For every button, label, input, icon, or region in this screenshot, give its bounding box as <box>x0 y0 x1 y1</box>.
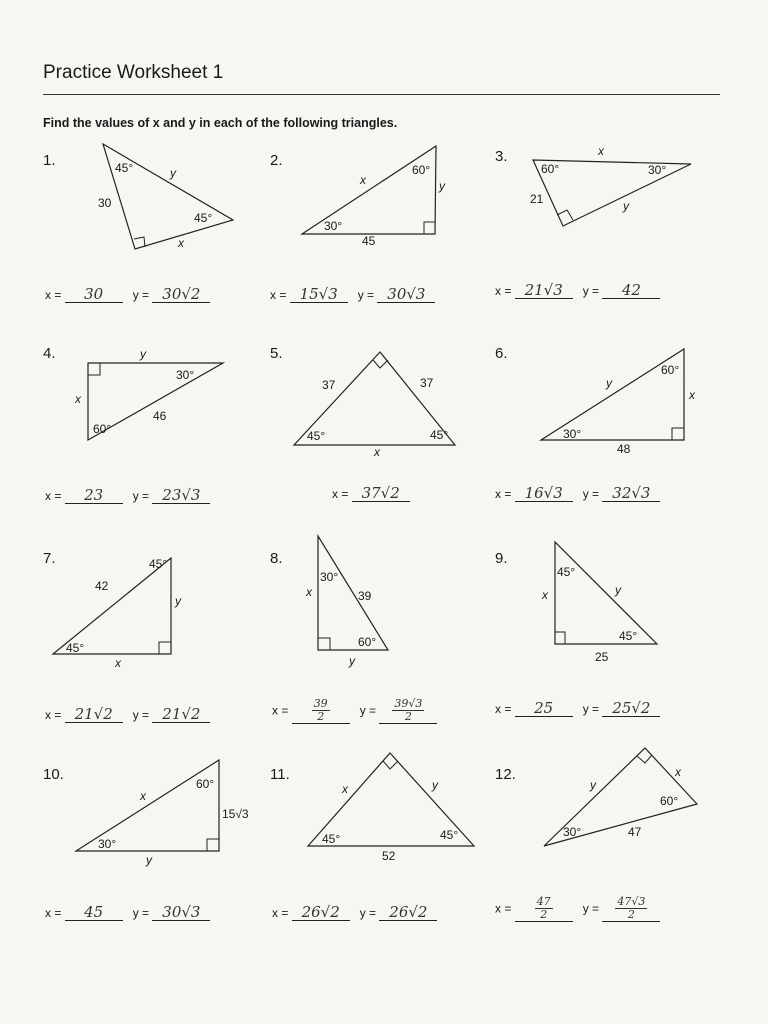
label-side: x <box>542 588 548 602</box>
problem-number: 7. <box>43 550 56 567</box>
label-angle: 45° <box>557 565 576 579</box>
triangle-diagram <box>270 550 510 670</box>
answer-row <box>332 485 410 502</box>
triangle-diagram <box>495 550 735 670</box>
label-side: x <box>306 585 312 599</box>
label-side: x <box>140 789 146 803</box>
triangle-diagram <box>43 766 283 876</box>
label-side: 25 <box>595 650 609 664</box>
triangle-diagram <box>495 345 735 455</box>
x-label: x = <box>45 906 62 920</box>
y-answer-field[interactable]: 30√2 <box>152 286 210 303</box>
problem-1 <box>43 152 283 352</box>
triangle-diagram <box>495 766 735 876</box>
y-label: y = <box>132 708 150 722</box>
problem-8 <box>270 550 510 750</box>
x-denominator: 2 <box>540 908 548 921</box>
y-answer-field[interactable] <box>379 698 437 724</box>
label-side: 15√3 <box>222 807 249 821</box>
triangle-diagram <box>43 345 283 455</box>
answer-row <box>45 487 210 504</box>
y-answer-field[interactable]: 32√3 <box>602 485 660 502</box>
label-side: x <box>178 236 184 250</box>
label-angle: 60° <box>358 635 377 649</box>
label-angle: 45° <box>307 429 326 443</box>
triangle-diagram <box>270 152 510 262</box>
label-angle: 30° <box>563 825 582 839</box>
y-label: y = <box>582 901 600 916</box>
problem-number: 10. <box>43 766 64 783</box>
label-angle: 45° <box>66 641 85 655</box>
label-angle: 60° <box>660 794 679 808</box>
label-side: x <box>360 173 366 187</box>
label-side: y <box>140 347 146 361</box>
triangle-diagram <box>270 345 510 459</box>
x-label: x = <box>495 487 512 501</box>
answer-row <box>495 282 660 299</box>
label-side: y <box>439 179 445 193</box>
problem-number: 5. <box>270 345 283 362</box>
x-answer-field[interactable]: 15√3 <box>290 286 348 303</box>
x-label: x = <box>495 901 512 916</box>
y-label: y = <box>359 906 377 920</box>
label-side: x <box>115 656 121 670</box>
y-label: y = <box>132 906 150 920</box>
label-side: x <box>75 392 81 406</box>
y-answer-field[interactable]: 23√3 <box>152 487 210 504</box>
label-side: 37 <box>322 378 336 392</box>
problem-9 <box>495 550 735 750</box>
x-label: x = <box>45 708 62 722</box>
y-answer-field[interactable]: 30√3 <box>377 286 435 303</box>
x-label: x = <box>45 288 62 302</box>
answer-row <box>495 896 660 922</box>
label-side: 52 <box>382 849 396 863</box>
label-angle: 30° <box>176 368 195 382</box>
y-label: y = <box>357 288 375 302</box>
answer-row <box>270 286 435 303</box>
label-side: y <box>432 778 438 792</box>
answer-row <box>495 700 660 717</box>
label-side: x <box>374 445 380 459</box>
x-answer-field[interactable]: 45 <box>65 904 123 921</box>
answer-row <box>45 904 210 921</box>
y-answer-field[interactable]: 21√2 <box>152 706 210 723</box>
title-divider <box>43 94 720 95</box>
x-label: x = <box>45 489 62 503</box>
problem-number: 12. <box>495 766 516 783</box>
label-angle: 30° <box>648 163 667 177</box>
problem-12 <box>495 766 735 966</box>
label-angle: 45° <box>322 832 341 846</box>
label-side: 30 <box>98 196 112 210</box>
y-answer-field[interactable]: 26√2 <box>379 904 437 921</box>
problem-6 <box>495 345 735 545</box>
problem-7 <box>43 550 283 750</box>
y-answer-field[interactable]: 25√2 <box>602 700 660 717</box>
label-angle: 60° <box>412 163 431 177</box>
y-label: y = <box>132 288 150 302</box>
answer-row <box>45 706 210 723</box>
x-label: x = <box>332 487 349 501</box>
problem-2 <box>270 152 510 352</box>
triangle-diagram <box>43 550 283 670</box>
instructions: Find the values of x and y in each of the following triangles. <box>43 116 398 130</box>
x-label: x = <box>270 288 287 302</box>
problem-3 <box>495 144 735 348</box>
y-numerator: 47√3 <box>617 895 646 908</box>
label-angle: 30° <box>324 219 343 233</box>
label-side: y <box>615 583 621 597</box>
y-answer-field[interactable]: 30√3 <box>152 904 210 921</box>
y-answer-field[interactable]: 42 <box>602 282 660 299</box>
x-answer-field[interactable]: 26√2 <box>292 904 350 921</box>
problem-10 <box>43 766 283 966</box>
label-angle: 60° <box>196 777 215 791</box>
x-answer-field[interactable]: 21√3 <box>515 282 573 299</box>
label-side: 21 <box>530 192 544 206</box>
label-side: x <box>675 765 681 779</box>
label-side: 47 <box>628 825 642 839</box>
y-denominator: 2 <box>404 710 412 723</box>
triangle-diagram <box>43 152 283 262</box>
x-answer-field[interactable]: 16√3 <box>515 485 573 502</box>
label-angle: 45° <box>430 428 449 442</box>
label-angle: 60° <box>661 363 680 377</box>
problem-11 <box>270 766 510 966</box>
problem-5 <box>270 345 510 545</box>
label-side: x <box>689 388 695 402</box>
x-answer-field[interactable]: 30 <box>65 286 123 303</box>
answer-row <box>272 698 437 724</box>
x-answer-field[interactable]: 21√2 <box>65 706 123 723</box>
x-answer-field[interactable]: 37√2 <box>352 485 410 502</box>
x-numerator: 47 <box>536 895 551 908</box>
x-label: x = <box>272 906 289 920</box>
label-side: 48 <box>617 442 631 456</box>
label-side: 39 <box>358 589 372 603</box>
label-angle: 60° <box>541 162 560 176</box>
triangle-diagram <box>495 144 735 258</box>
label-side: y <box>349 654 355 668</box>
problem-4 <box>43 345 283 545</box>
y-answer-field[interactable] <box>602 896 660 922</box>
y-numerator: 39√3 <box>394 697 423 710</box>
problem-number: 9. <box>495 550 508 567</box>
answer-row <box>45 286 210 303</box>
y-label: y = <box>582 702 600 716</box>
x-label: x = <box>272 703 289 718</box>
x-answer-field[interactable]: 25 <box>515 700 573 717</box>
triangle-diagram <box>270 766 510 876</box>
label-side: y <box>170 166 176 180</box>
problem-number: 3. <box>495 148 508 165</box>
label-side: y <box>606 376 612 390</box>
x-answer-field[interactable] <box>515 896 573 922</box>
label-side: y <box>146 853 152 867</box>
y-label: y = <box>132 489 150 503</box>
label-angle: 30° <box>563 427 582 441</box>
label-angle: 60° <box>93 422 112 436</box>
label-angle: 45° <box>149 557 168 571</box>
y-label: y = <box>582 487 600 501</box>
label-side: 37 <box>420 376 434 390</box>
y-label: y = <box>359 703 377 718</box>
y-label: y = <box>582 284 600 298</box>
x-answer-field[interactable]: 23 <box>65 487 123 504</box>
label-side: 46 <box>153 409 167 423</box>
label-angle: 30° <box>98 837 117 851</box>
x-denominator: 2 <box>317 710 325 723</box>
page-title: Practice Worksheet 1 <box>43 62 224 83</box>
problem-number: 2. <box>270 152 283 169</box>
label-side: 42 <box>95 579 109 593</box>
label-side: y <box>590 778 596 792</box>
label-side: x <box>598 144 604 158</box>
label-side: y <box>623 199 629 213</box>
x-answer-field[interactable] <box>292 698 350 724</box>
x-label: x = <box>495 284 512 298</box>
label-side: x <box>342 782 348 796</box>
problem-number: 8. <box>270 550 283 567</box>
label-side: 45 <box>362 234 376 248</box>
x-label: x = <box>495 702 512 716</box>
x-numerator: 39 <box>313 697 328 710</box>
label-angle: 30° <box>320 570 339 584</box>
answer-row <box>495 485 660 502</box>
y-denominator: 2 <box>627 908 635 921</box>
problem-number: 4. <box>43 345 56 362</box>
label-angle: 45° <box>194 211 213 225</box>
label-angle: 45° <box>619 629 638 643</box>
label-angle: 45° <box>115 161 134 175</box>
problem-number: 6. <box>495 345 508 362</box>
label-side: y <box>175 594 181 608</box>
problem-number: 1. <box>43 152 56 169</box>
label-angle: 45° <box>440 828 459 842</box>
answer-row <box>272 904 437 921</box>
problem-number: 11. <box>270 766 290 783</box>
